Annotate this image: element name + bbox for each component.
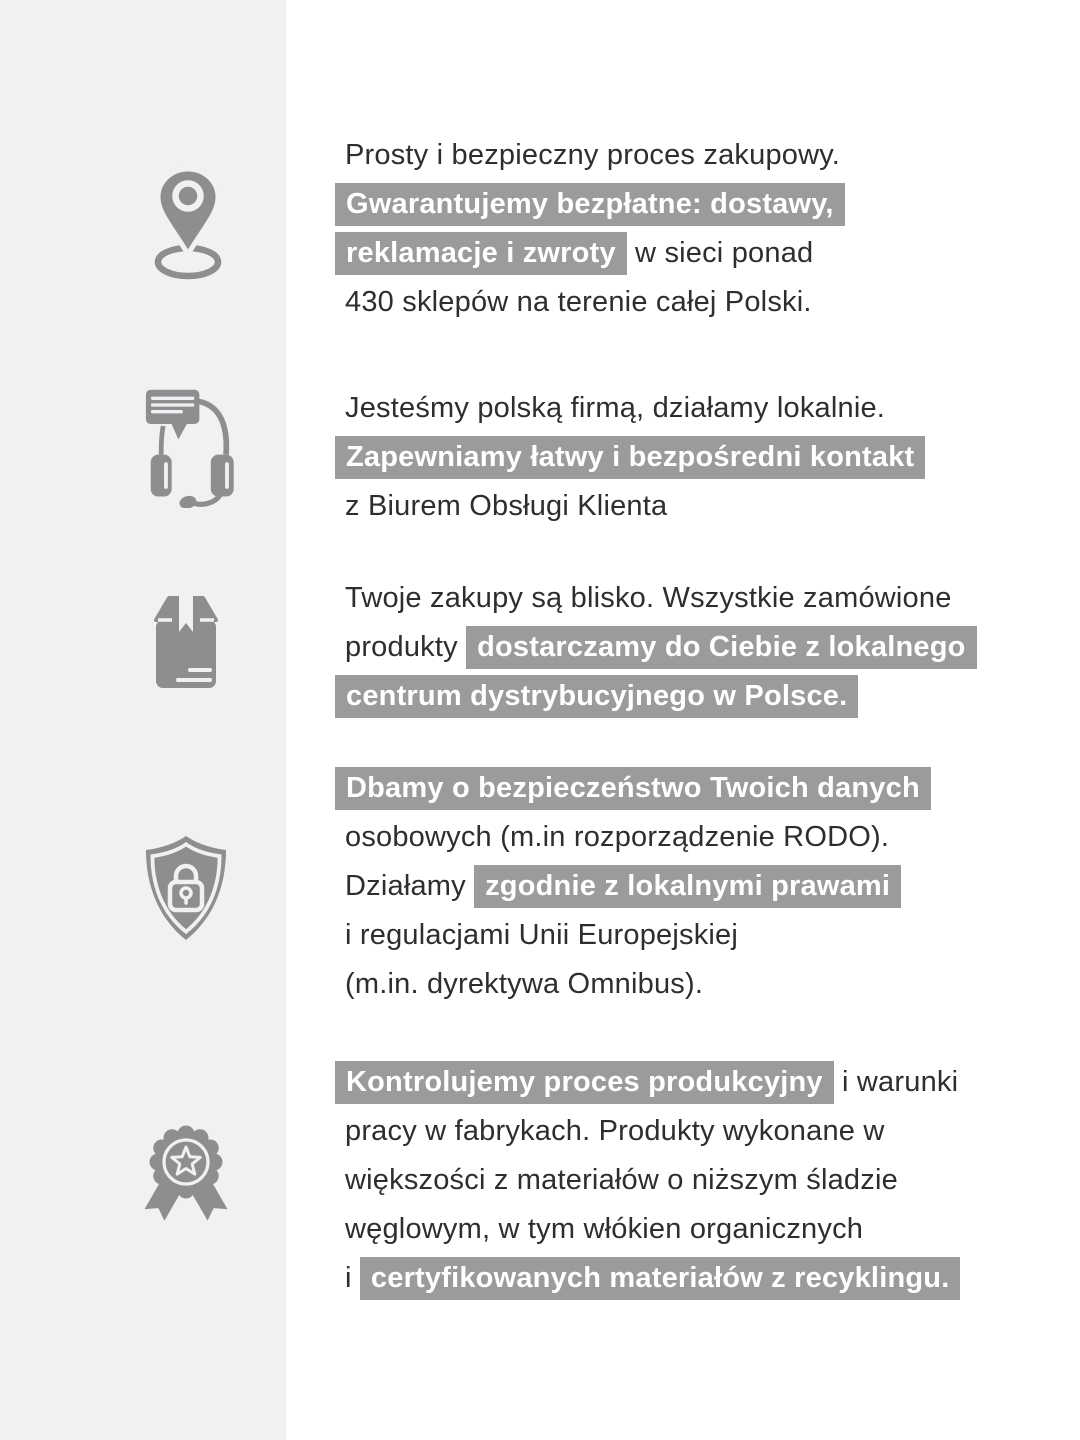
text-line	[335, 131, 1075, 180]
highlighted-text: Dbamy o bezpieczeństwo Twoich danych	[335, 767, 931, 810]
plain-text: węglowym, w tym włókien organicznych	[345, 1213, 864, 1245]
plain-text: Jesteśmy polską firmą, działamy lokalnie.	[345, 392, 886, 424]
text-line	[335, 433, 1075, 482]
text-line	[335, 623, 1075, 672]
text-line	[335, 1254, 1075, 1303]
plain-text: osobowych (m.in rozporządzenie RODO).	[345, 821, 890, 853]
plain-text: Twoje zakupy są blisko. Wszystkie zamówione	[345, 582, 952, 614]
text-line	[335, 960, 1075, 1009]
text-line	[335, 862, 1075, 911]
text-line	[335, 482, 1075, 531]
benefit-section-delivery-network	[335, 131, 1075, 327]
plain-text: produkty	[345, 631, 467, 663]
package-box-icon	[146, 592, 226, 694]
text-line	[335, 1107, 1075, 1156]
benefit-section-data-security	[335, 764, 1075, 1009]
text-line	[335, 672, 1075, 721]
text-line	[335, 1058, 1075, 1107]
highlighted-text: Kontrolujemy proces produkcyjny	[335, 1061, 834, 1104]
text-line	[335, 1156, 1075, 1205]
highlighted-text: Gwarantujemy bezpłatne: dostawy,	[335, 183, 845, 226]
shield-lock-icon	[134, 832, 238, 944]
plain-text: z Biurem Obsługi Klienta	[345, 490, 668, 522]
plain-text: 430 sklepów na terenie całej Polski.	[345, 286, 812, 318]
award-badge-icon	[134, 1118, 238, 1236]
text-line	[335, 1205, 1075, 1254]
plain-text: pracy w fabrykach. Produkty wykonane w	[345, 1115, 885, 1147]
plain-text: Prosty i bezpieczny proces zakupowy.	[345, 139, 841, 171]
plain-text: i regulacjami Unii Europejskiej	[345, 919, 739, 951]
plain-text: większości z materiałów o niższym śladzie	[345, 1164, 898, 1196]
headset-chat-icon	[136, 384, 236, 508]
plain-text: i warunki	[833, 1066, 959, 1098]
text-line	[335, 911, 1075, 960]
benefit-section-local-contact	[335, 384, 1075, 531]
text-line	[335, 180, 1075, 229]
highlighted-text: zgodnie z lokalnymi prawami	[474, 865, 901, 908]
plain-text: i	[345, 1262, 360, 1294]
highlighted-text: certyfikowanych materiałów z recyklingu.	[360, 1257, 961, 1300]
location-pin-icon	[150, 166, 226, 280]
plain-text: w sieci ponad	[626, 237, 814, 269]
plain-text: (m.in. dyrektywa Omnibus).	[345, 968, 704, 1000]
highlighted-text: centrum dystrybucyjnego w Polsce.	[335, 675, 858, 718]
text-line	[335, 813, 1075, 862]
highlighted-text: reklamacje i zwroty	[335, 232, 627, 275]
text-line	[335, 384, 1075, 433]
text-line	[335, 764, 1075, 813]
highlighted-text: Zapewniamy łatwy i bezpośredni kontakt	[335, 436, 925, 479]
benefit-section-local-distribution	[335, 574, 1075, 721]
benefit-section-production-quality	[335, 1058, 1075, 1303]
highlighted-text: dostarczamy do Ciebie z lokalnego	[466, 626, 976, 669]
text-line	[335, 278, 1075, 327]
text-line	[335, 574, 1075, 623]
plain-text: Działamy	[345, 870, 475, 902]
text-line	[335, 229, 1075, 278]
